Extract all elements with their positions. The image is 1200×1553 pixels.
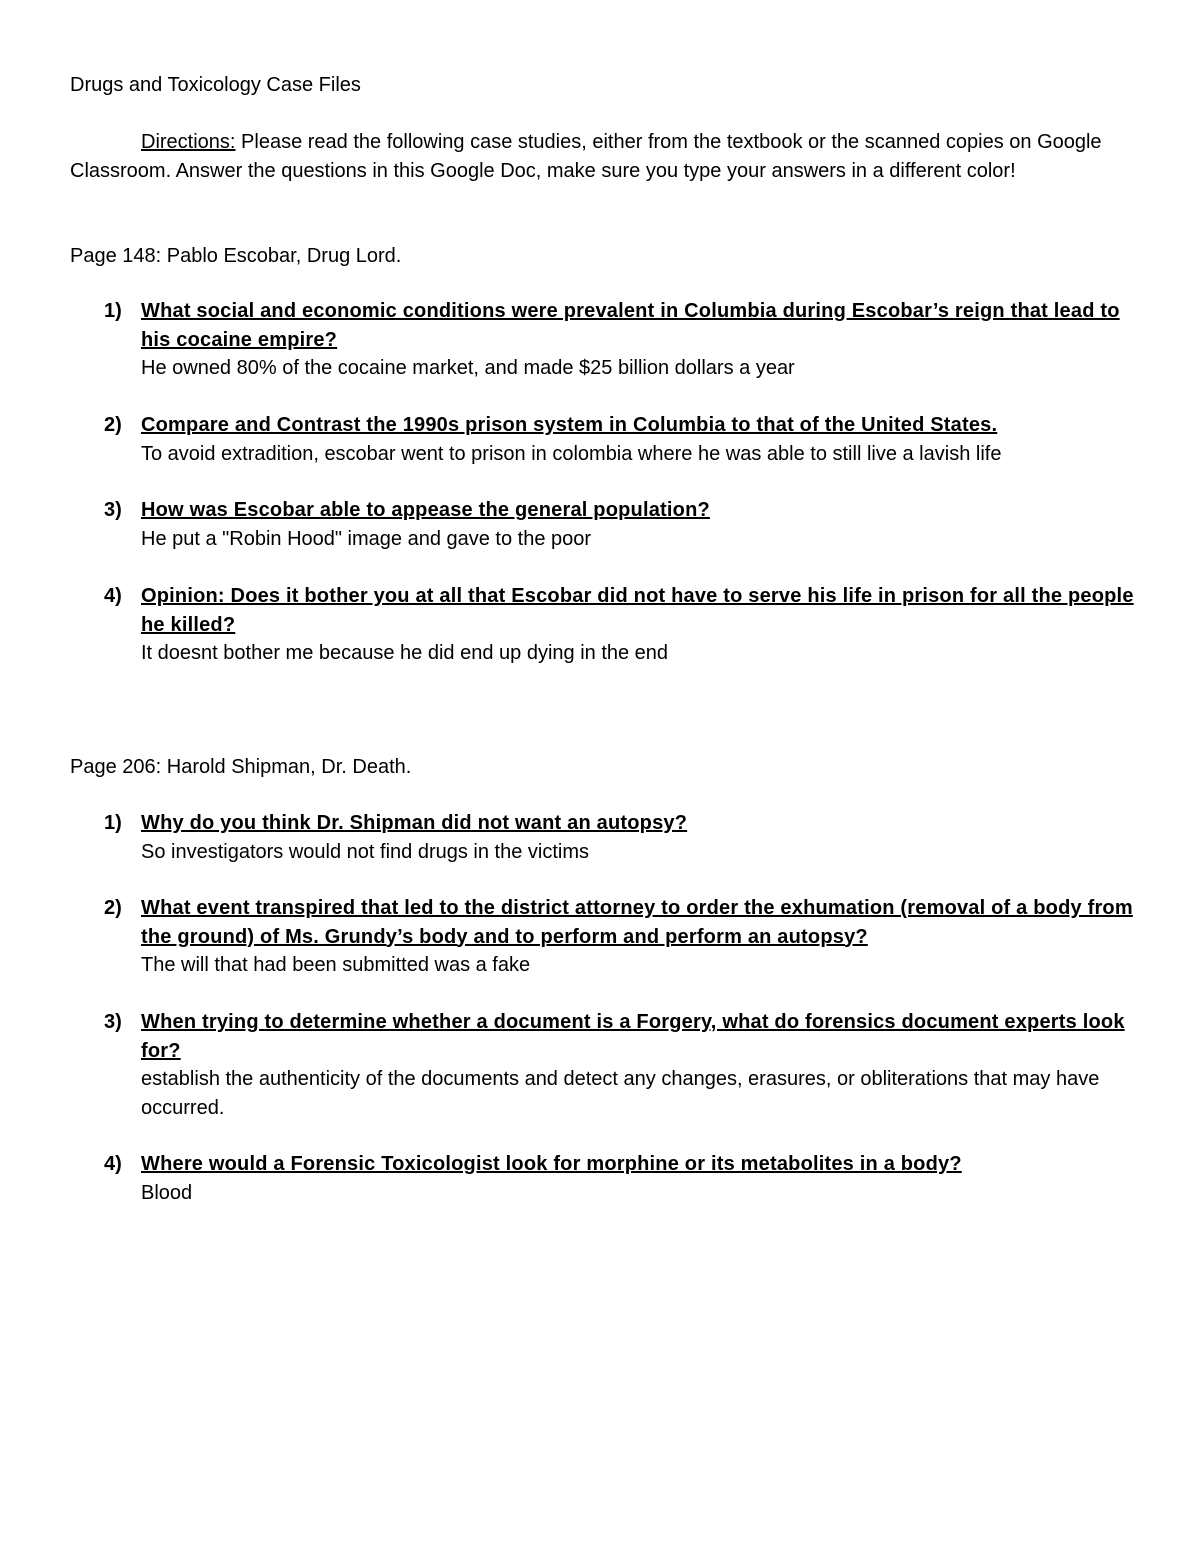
question-item xyxy=(104,809,1134,866)
question-text: How was Escobar able to appease the general population? xyxy=(141,499,710,521)
directions-text: Please read the following case studies, either from the textbook or the scanned copies on Google Classroom. Answer the questions in this Google Doc, make sure you type your answers in a different color! xyxy=(70,131,1102,182)
question-text: Where would a Forensic Toxicologist look for morphine or its metabolites in a body? xyxy=(141,1153,962,1175)
question-item xyxy=(104,894,1134,980)
answer-text: He owned 80% of the cocaine market, and made $25 billion dollars a year xyxy=(141,357,795,379)
section-heading-shipman: Page 206: Harold Shipman, Dr. Death. xyxy=(70,756,412,778)
question-number: 2) xyxy=(104,897,122,919)
question-text: When trying to determine whether a document is a Forgery, what do forensics document experts look for? xyxy=(141,1011,1125,1062)
answer-text: Blood xyxy=(141,1181,193,1204)
question-number: 3) xyxy=(104,1011,122,1033)
section-heading-escobar: Page 148: Pablo Escobar, Drug Lord. xyxy=(70,245,402,267)
question-number: 1) xyxy=(104,300,122,322)
question-item xyxy=(104,411,1134,468)
question-text: What social and economic conditions were prevalent in Columbia during Escobar’s reign that lead to his cocaine empire? xyxy=(141,300,1120,351)
directions-label: Directions: xyxy=(141,131,236,153)
answer-text: He put a "Robin Hood" image and gave to the poor xyxy=(141,527,592,550)
question-text: What event transpired that led to the district attorney to order the exhumation (removal of a body from the ground) of Ms. Grundy’s body and to perform and perform an autopsy? xyxy=(141,897,1133,948)
question-item xyxy=(104,1150,1134,1207)
question-number: 1) xyxy=(104,812,122,834)
question-item xyxy=(104,1008,1134,1122)
question-text: Why do you think Dr. Shipman did not want an autopsy? xyxy=(141,812,688,834)
answer-text: It doesnt bother me because he did end up dying in the end xyxy=(141,642,669,664)
question-number: 3) xyxy=(104,499,122,521)
question-number: 4) xyxy=(104,1153,122,1175)
question-number: 4) xyxy=(104,585,122,607)
answer-text: The will that had been submitted was a fake xyxy=(141,954,531,976)
answer-text: To avoid extradition, escobar went to prison in colombia where he was able to still live a lavish life xyxy=(141,442,1002,465)
answer-text: So investigators would not find drugs in the victims xyxy=(141,840,589,863)
question-item xyxy=(104,496,1134,553)
document-title: Drugs and Toxicology Case Files xyxy=(70,74,361,96)
answer-text: establish the authenticity of the documents and detect any changes, erasures, or obliterations that may have occurred. xyxy=(141,1068,1100,1119)
question-text: Opinion: Does it bother you at all that Escobar did not have to serve his life in prison for all the people he killed? xyxy=(141,585,1134,636)
question-number: 2) xyxy=(104,414,122,436)
question-text: Compare and Contrast the 1990s prison system in Columbia to that of the United States. xyxy=(141,414,998,436)
question-item xyxy=(104,297,1134,383)
question-item xyxy=(104,582,1134,668)
directions-paragraph xyxy=(70,128,1130,185)
